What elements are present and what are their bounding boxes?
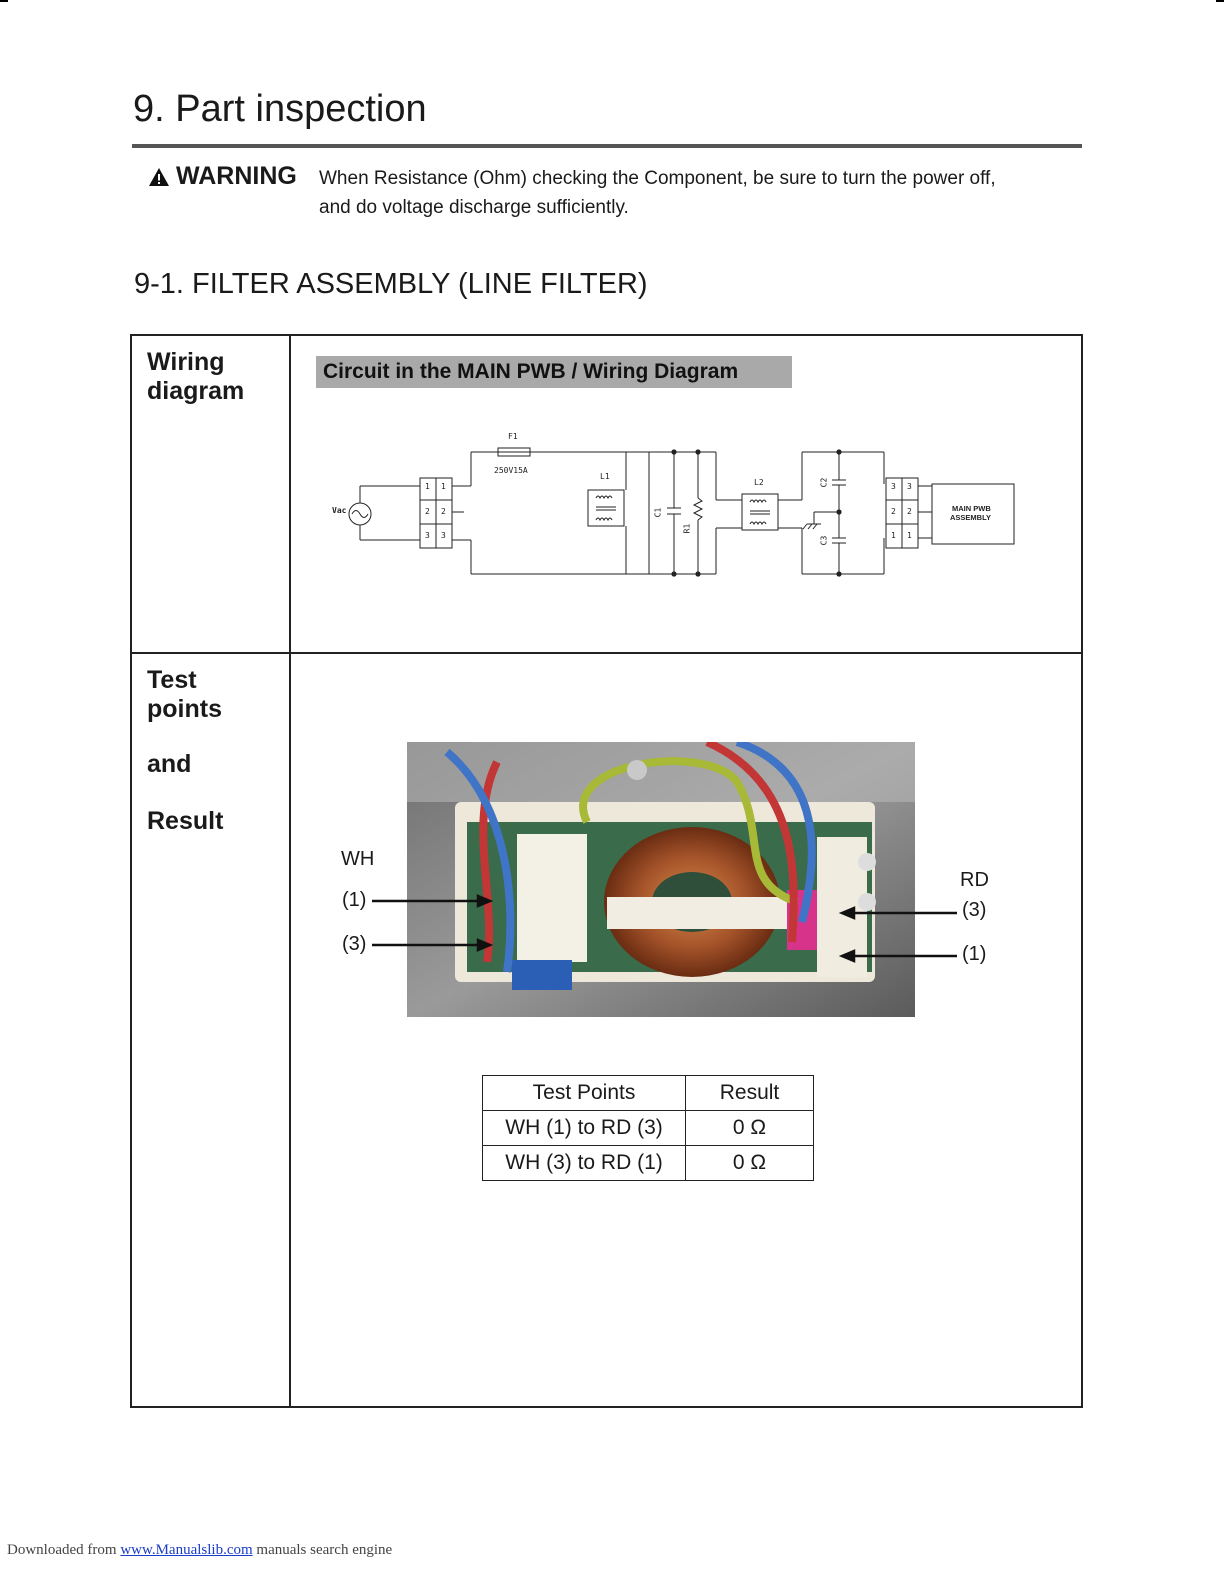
load-label-1: MAIN PWB xyxy=(952,504,991,513)
wh-point-1: (1) xyxy=(342,889,367,911)
circuit-banner: Circuit in the MAIN PWB / Wiring Diagram xyxy=(316,356,792,388)
page-title: 9. Part inspection xyxy=(133,88,427,130)
test-points-cell: WH (3) to RD (1) xyxy=(483,1146,686,1181)
pin-label: 2 xyxy=(891,507,896,516)
l2-label: L2 xyxy=(754,478,764,487)
title-rule xyxy=(132,144,1082,148)
c2-label: C2 xyxy=(819,477,829,488)
result-cell: 0 Ω xyxy=(686,1146,814,1181)
l1-label: L1 xyxy=(600,472,610,481)
result-cell: 0 Ω xyxy=(686,1111,814,1146)
warning-text: When Resistance (Ohm) checking the Component, be sure to turn the power off, and do voltage discharge sufficiently. xyxy=(319,168,996,218)
crop-mark-left xyxy=(0,0,8,2)
callout-arrows xyxy=(132,336,1081,1406)
table-header-row xyxy=(483,1076,814,1111)
wh-point-3: (3) xyxy=(342,933,367,955)
pin-label: 2 xyxy=(441,507,446,516)
result-table xyxy=(482,1075,814,1181)
c1-label: C1 xyxy=(653,507,663,518)
r1-label: R1 xyxy=(682,523,692,534)
c3-label: C3 xyxy=(819,535,829,546)
rd-point-1: (1) xyxy=(962,943,987,965)
wh-label: WH xyxy=(341,848,375,870)
warning-label: WARNING xyxy=(176,162,297,190)
pin-label: 3 xyxy=(425,531,430,540)
table-row xyxy=(483,1111,814,1146)
table-row xyxy=(483,1146,814,1181)
fuse-rating-label: 250V15A xyxy=(494,466,528,475)
section-title: 9-1. FILTER ASSEMBLY (LINE FILTER) xyxy=(134,268,648,300)
pin-label: 3 xyxy=(891,482,896,491)
pin-label: 2 xyxy=(907,507,912,516)
manualslib-link[interactable]: www.Manualslib.com xyxy=(120,1542,253,1558)
pin-label: 1 xyxy=(441,482,446,491)
fuse-label: F1 xyxy=(508,432,518,441)
pin-label: 1 xyxy=(425,482,430,491)
pin-label: 1 xyxy=(907,531,912,540)
rd-label: RD xyxy=(960,869,989,891)
header-result: Result xyxy=(686,1076,814,1111)
rd-point-3: (3) xyxy=(962,899,987,921)
pin-label: 1 xyxy=(891,531,896,540)
warning-triangle-icon xyxy=(148,167,170,187)
inspection-table xyxy=(130,334,1083,1408)
pin-label: 3 xyxy=(441,531,446,540)
pin-label: 2 xyxy=(425,507,430,516)
footer-prefix: Downloaded from xyxy=(7,1542,117,1558)
source-label: Vac xyxy=(332,506,347,515)
pin-label: 3 xyxy=(907,482,912,491)
test-points-label: Test points and Result xyxy=(147,666,224,835)
footer-suffix: manuals search engine xyxy=(256,1542,393,1558)
footer xyxy=(7,1542,392,1559)
test-points-cell: WH (1) to RD (3) xyxy=(483,1111,686,1146)
header-test-points: Test Points xyxy=(483,1076,686,1111)
wiring-diagram-label: Wiring diagram xyxy=(147,348,245,405)
crop-mark-right xyxy=(1216,0,1224,2)
load-label-2: ASSEMBLY xyxy=(950,513,991,522)
